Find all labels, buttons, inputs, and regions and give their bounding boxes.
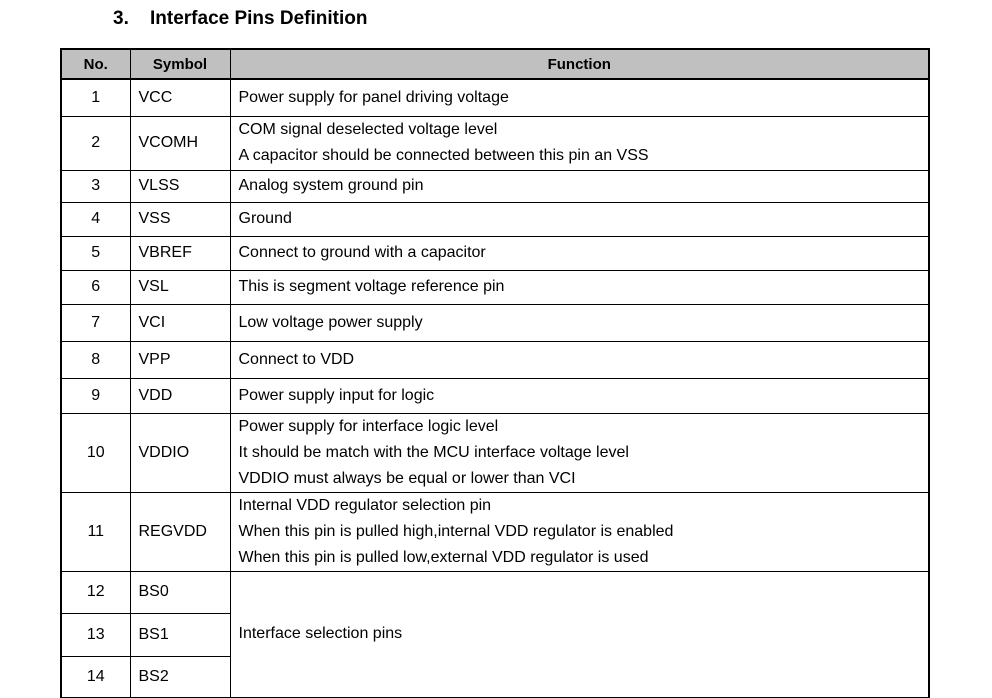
section-heading [113, 6, 367, 32]
table-header-row [61, 49, 929, 79]
pin-function [230, 378, 929, 413]
pin-number: 4 [61, 202, 130, 236]
pin-symbol: VSL [130, 270, 230, 304]
function-line: COM signal deselected voltage level [238, 121, 498, 138]
function-line: Low voltage power supply [238, 313, 423, 331]
pin-function [230, 413, 929, 492]
table-row [61, 270, 929, 304]
function-line: Interface selection pins [238, 625, 403, 642]
pin-number: 7 [61, 304, 130, 341]
function-line: When this pin is pulled high,internal VDD regulator is enabled [238, 522, 674, 540]
function-line: Analog system ground pin [238, 177, 424, 194]
header-symbol: Symbol [130, 49, 230, 79]
pin-function [230, 236, 929, 270]
pin-number: 14 [61, 656, 130, 697]
section-number: 3. [113, 8, 129, 29]
pin-symbol: REGVDD [130, 492, 230, 571]
pin-symbol: VPP [130, 341, 230, 378]
function-line: This is segment voltage reference pin [238, 278, 505, 295]
function-line: Ground [238, 210, 292, 227]
pin-symbol: VCI [130, 304, 230, 341]
pin-number: 12 [61, 571, 130, 613]
pin-symbol: BS2 [130, 656, 230, 697]
pin-function [230, 270, 929, 304]
pin-number: 10 [61, 413, 130, 492]
pin-function [230, 79, 929, 116]
table-row [61, 116, 929, 170]
pin-number: 13 [61, 613, 130, 656]
pin-number: 5 [61, 236, 130, 270]
function-line: A capacitor should be connected between this pin an VSS [238, 147, 649, 164]
table-row [61, 79, 929, 116]
section-title: Interface Pins Definition [150, 8, 368, 29]
interface-pins-table [60, 48, 930, 698]
header-function: Function [230, 49, 929, 79]
function-line: When this pin is pulled low,external VDD regulator is used [238, 548, 649, 566]
pin-symbol: VBREF [130, 236, 230, 270]
pin-function [230, 304, 929, 341]
pin-symbol: VDD [130, 378, 230, 413]
function-line: Power supply for interface logic level [238, 417, 499, 435]
table-row [61, 378, 929, 413]
pin-symbol: BS1 [130, 613, 230, 656]
pin-number: 11 [61, 492, 130, 571]
pin-symbol: VCC [130, 79, 230, 116]
table-row [61, 202, 929, 236]
function-line: Power supply for panel driving voltage [238, 88, 509, 106]
table-row [61, 341, 929, 378]
pin-number: 3 [61, 170, 130, 202]
function-line: Connect to VDD [238, 350, 355, 368]
table-row [61, 236, 929, 270]
function-line: It should be match with the MCU interface voltage level [238, 443, 629, 461]
pin-number: 2 [61, 116, 130, 170]
function-line: Internal VDD regulator selection pin [238, 496, 492, 514]
pin-function [230, 341, 929, 378]
pin-number: 1 [61, 79, 130, 116]
function-line: Power supply input for logic [238, 386, 435, 404]
table-row [61, 571, 929, 613]
table-row [61, 492, 929, 571]
table-row [61, 413, 929, 492]
pin-symbol: VSS [130, 202, 230, 236]
table-row [61, 170, 929, 202]
pin-function [230, 170, 929, 202]
pin-symbol: BS0 [130, 571, 230, 613]
pin-symbol: VDDIO [130, 413, 230, 492]
function-line: VDDIO must always be equal or lower than VCI [238, 469, 576, 487]
header-no: No. [61, 49, 130, 79]
pin-number: 9 [61, 378, 130, 413]
table-row [61, 304, 929, 341]
pin-function [230, 116, 929, 170]
pin-number: 6 [61, 270, 130, 304]
pin-symbol: VLSS [130, 170, 230, 202]
pin-symbol: VCOMH [130, 116, 230, 170]
pin-number: 8 [61, 341, 130, 378]
function-line: Connect to ground with a capacitor [238, 244, 486, 261]
pin-function [230, 202, 929, 236]
pin-function [230, 492, 929, 571]
pin-function-bs-group [230, 571, 929, 697]
